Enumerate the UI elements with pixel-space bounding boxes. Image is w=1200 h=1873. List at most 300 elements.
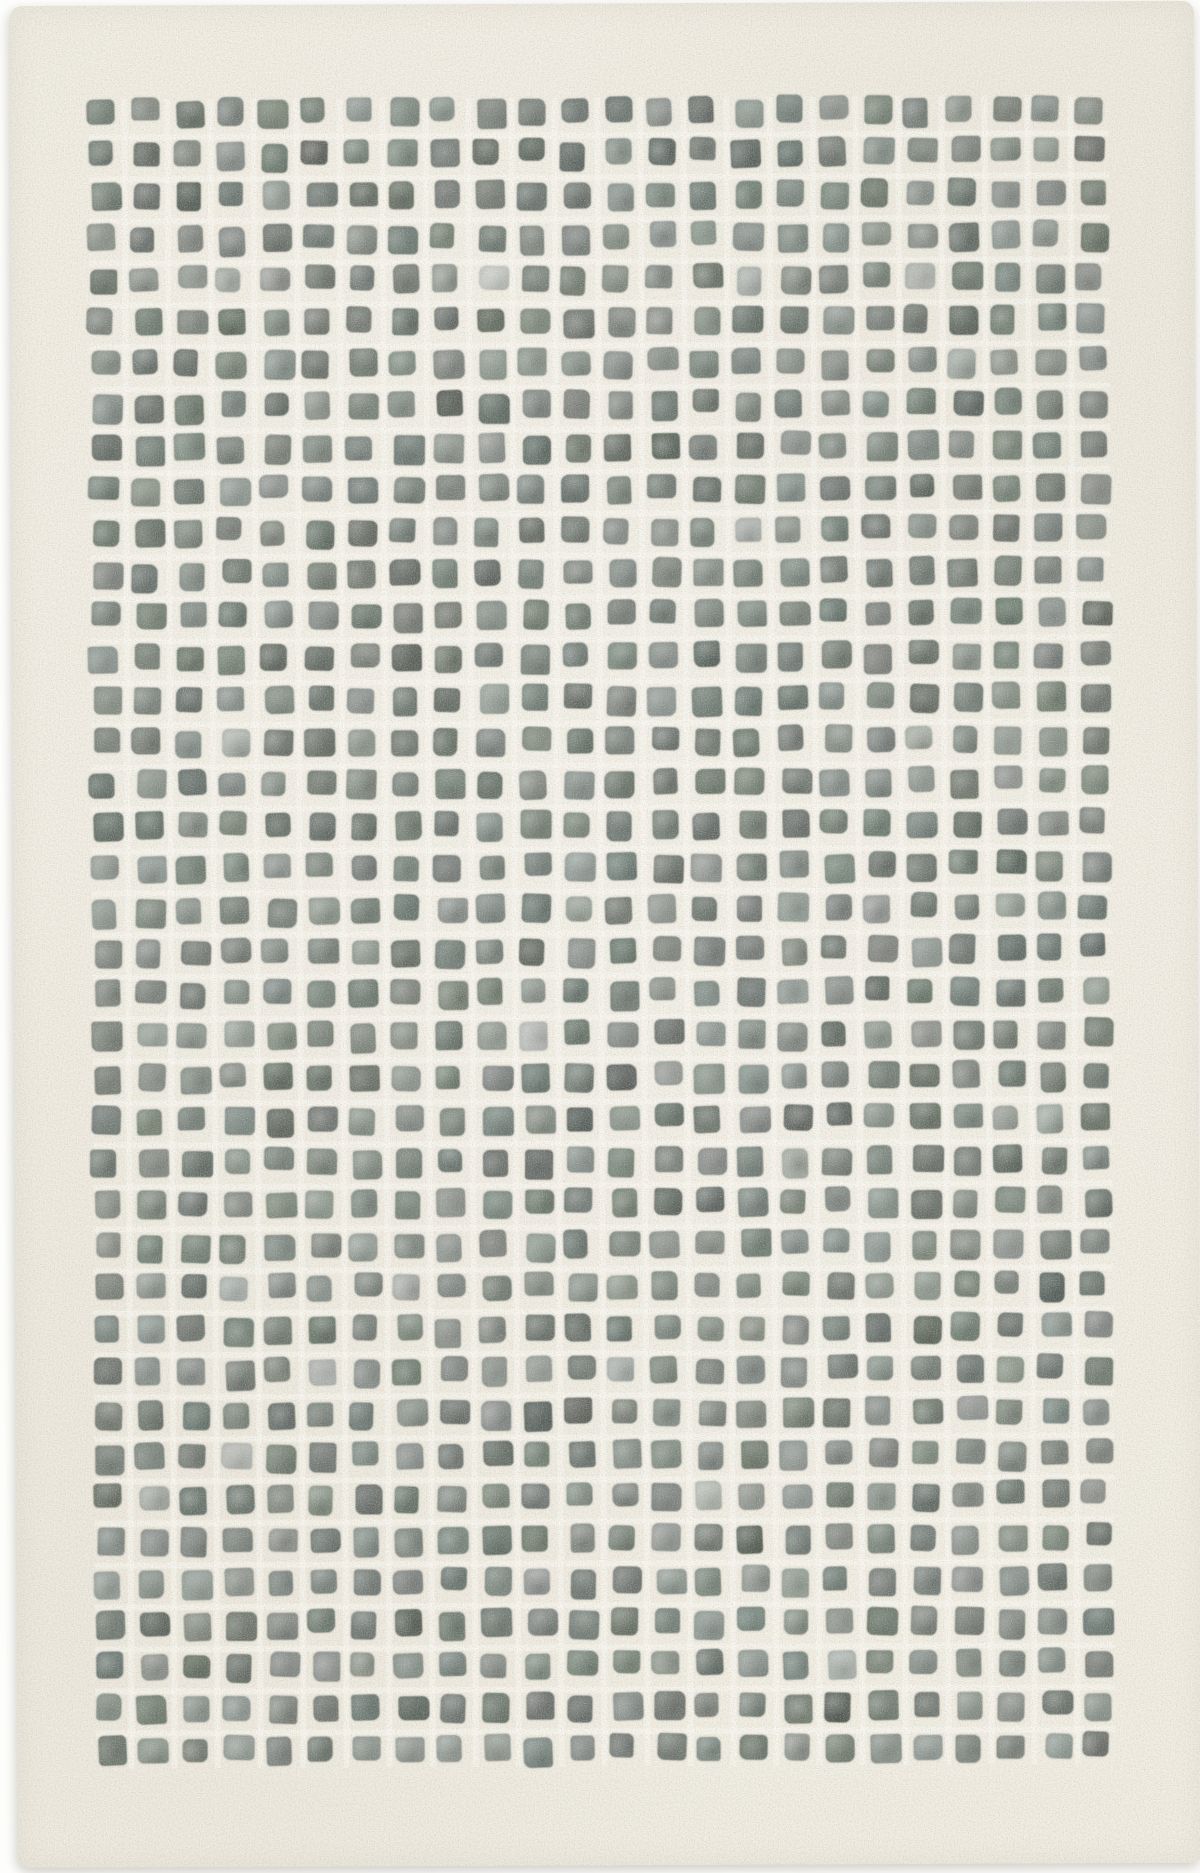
rug-pattern-square (910, 1606, 937, 1636)
rug-pattern-square (308, 562, 337, 589)
rug-pattern-square (351, 1611, 377, 1639)
rug-pattern-square (1032, 219, 1057, 246)
rug-pattern-square (1082, 1145, 1109, 1169)
rug-pattern-square (476, 600, 506, 630)
rug-pattern-square (912, 1398, 942, 1424)
rug-pattern-square (906, 388, 935, 414)
rug-pattern-square (827, 1354, 858, 1378)
rug-pattern-square (137, 1190, 166, 1219)
rug-pattern-square (260, 520, 285, 546)
rug-pattern-square (607, 685, 637, 716)
rug-pattern-square (821, 1021, 846, 1047)
rug-pattern-square (178, 1107, 205, 1131)
rug-pattern-square (952, 643, 981, 669)
rug-pattern-square (732, 305, 763, 333)
rug-pattern-square (395, 1609, 423, 1637)
rug-pattern-square (782, 768, 812, 793)
rug-pattern-square (914, 1735, 943, 1760)
rug-pattern-square (522, 726, 551, 751)
rug-pattern-square (819, 556, 847, 583)
rug-pattern-square (1081, 1103, 1110, 1130)
rug-pattern-square (521, 1525, 547, 1551)
rug-pattern-square (267, 1612, 298, 1639)
rug-pattern-square (784, 1695, 812, 1725)
rug-pattern-square (957, 1691, 982, 1720)
rug-pattern-square (433, 728, 458, 756)
rug-pattern-square (645, 183, 674, 207)
rug-pattern-square (566, 1107, 592, 1131)
rug-pattern-square (521, 1063, 550, 1093)
rug-pattern-square (219, 182, 243, 206)
rug-pattern-square (993, 1021, 1017, 1049)
rug-pattern-square (346, 225, 377, 254)
rug-pattern-square (993, 1229, 1023, 1259)
rug-pattern-square (518, 517, 544, 543)
rug-pattern-square (992, 181, 1020, 207)
rug-pattern-square (435, 1021, 462, 1051)
rug-pattern-square (999, 1566, 1029, 1596)
rug-pattern-square (1078, 895, 1108, 920)
rug-pattern-square (565, 1313, 592, 1342)
rug-pattern-square (914, 1692, 940, 1718)
rug-pattern-square (263, 979, 291, 1005)
rug-pattern-square (394, 1528, 423, 1558)
rug-pattern-square (522, 389, 550, 417)
rug-pattern-square (912, 1483, 940, 1512)
rug-pattern-square (218, 773, 245, 797)
rug (10, 1, 1200, 1868)
rug-pattern-square (781, 430, 812, 455)
rug-pattern-square (864, 644, 893, 674)
rug-pattern-square (867, 1524, 895, 1554)
rug-pattern-square (267, 1022, 297, 1051)
rug-pattern-square (261, 143, 287, 172)
rug-pattern-square (525, 1653, 551, 1680)
rug-pattern-square (1080, 933, 1106, 957)
rug-pattern-square (477, 771, 502, 799)
rug-pattern-square (819, 598, 846, 621)
rug-pattern-square (395, 1443, 423, 1470)
rug-pattern-square (951, 136, 980, 162)
rug-pattern-square (782, 1271, 810, 1296)
rug-pattern-square (651, 391, 677, 421)
rug-pattern-square (476, 729, 505, 757)
rug-pattern-square (1033, 644, 1062, 670)
rug-pattern-square (824, 854, 855, 884)
rug-pattern-square (777, 140, 803, 167)
rug-pattern-square (730, 139, 761, 168)
rug-pattern-square (396, 1149, 422, 1179)
rug-pattern-square (910, 891, 937, 917)
rug-pattern-square (782, 809, 809, 838)
rug-pattern-square (603, 224, 629, 250)
rug-pattern-square (907, 854, 937, 883)
rug-pattern-square (863, 262, 890, 287)
rug-pattern-square (1080, 223, 1109, 252)
rug-pattern-square (483, 1190, 512, 1218)
rug-pattern-square (609, 1231, 640, 1256)
rug-pattern-square (1085, 1357, 1114, 1385)
rug-pattern-square (860, 178, 887, 208)
rug-pattern-square (690, 518, 714, 547)
rug-pattern-square (1083, 1399, 1110, 1426)
rug-pattern-square (689, 435, 717, 461)
rug-pattern-square (868, 1437, 898, 1467)
rug-pattern-square (526, 1315, 555, 1341)
rug-pattern-square (735, 518, 762, 543)
rug-pattern-square (957, 1395, 988, 1420)
rug-pattern-square (220, 478, 251, 506)
rug-pattern-square (175, 731, 201, 758)
rug-pattern-square (780, 558, 810, 587)
rug-pattern-square (1084, 1693, 1111, 1721)
rug-pattern-square (868, 1189, 898, 1219)
rug-pattern-square (474, 559, 501, 586)
rug-pattern-square (263, 1062, 293, 1090)
rug-pattern-square (777, 474, 805, 503)
rug-pattern-square (1080, 391, 1108, 418)
rug-pattern-square (953, 811, 981, 838)
rug-pattern-square (826, 894, 852, 920)
rug-pattern-square (992, 1106, 1017, 1131)
rug-pattern-square (736, 1355, 765, 1383)
rug-pattern-square (222, 559, 251, 583)
rug-pattern-square (180, 983, 206, 1009)
rug-pattern-square (86, 99, 114, 125)
rug-pattern-square (349, 265, 374, 291)
rug-pattern-square (866, 559, 893, 588)
rug-pattern-square (563, 813, 589, 839)
rug-pattern-square (264, 309, 290, 336)
rug-pattern-square (95, 1446, 124, 1476)
rug-pattern-square (178, 1192, 208, 1217)
rug-pattern-square (180, 1527, 207, 1557)
rug-pattern-square (434, 307, 459, 331)
rug-pattern-square (1083, 727, 1109, 754)
rug-pattern-square (996, 1399, 1023, 1425)
rug-pattern-square (519, 770, 547, 800)
rug-pattern-square (736, 1401, 767, 1428)
rug-pattern-square (990, 137, 1021, 161)
rug-pattern-square (607, 476, 632, 505)
rug-pattern-square (570, 1735, 595, 1761)
rug-pattern-square (996, 1736, 1024, 1759)
rug-pattern-square (736, 643, 767, 672)
rug-pattern-square (950, 1230, 980, 1260)
rug-pattern-square (822, 1061, 849, 1087)
rug-pattern-square (1080, 1271, 1105, 1295)
rug-pattern-square (863, 137, 894, 165)
rug-pattern-square (914, 1567, 942, 1596)
rug-pattern-square (217, 686, 245, 711)
rug-pattern-square (905, 262, 936, 288)
rug-pattern-square (97, 1527, 124, 1556)
rug-pattern-square (736, 1146, 763, 1176)
rug-pattern-square (391, 1359, 420, 1386)
rug-pattern-square (694, 729, 720, 757)
rug-pattern-square (93, 1571, 120, 1600)
rug-pattern-square (950, 597, 981, 624)
rug-pattern-square (868, 1690, 899, 1721)
rug-pattern-square (1037, 1021, 1066, 1049)
rug-pattern-square (657, 1569, 688, 1595)
rug-pattern-square (1036, 474, 1066, 502)
rug-pattern-square (819, 476, 850, 500)
rug-pattern-square (177, 182, 201, 211)
rug-pattern-square (352, 940, 379, 964)
rug-pattern-square (96, 1233, 120, 1258)
rug-pattern-square (434, 517, 458, 545)
rug-pattern-square (175, 856, 206, 885)
rug-pattern-square (782, 1484, 813, 1509)
rug-pattern-square (648, 642, 678, 668)
rug-pattern-square (224, 853, 250, 883)
rug-pattern-square (308, 1107, 338, 1132)
rug-pattern-square (176, 1358, 204, 1386)
rug-pattern-square (479, 856, 504, 881)
rug-pattern-square (784, 1733, 810, 1760)
rug-pattern-square (1039, 303, 1067, 330)
rug-pattern-square (564, 684, 593, 710)
rug-pattern-square (994, 1271, 1018, 1295)
rug-pattern-square (648, 138, 675, 165)
rug-pattern-square (651, 1271, 677, 1300)
rug-pattern-square (526, 1233, 556, 1263)
rug-pattern-square (783, 1651, 809, 1680)
rug-pattern-square (311, 1234, 341, 1258)
rug-pattern-square (696, 1358, 724, 1383)
rug-pattern-square (131, 97, 159, 121)
rug-pattern-square (783, 1397, 814, 1427)
rug-pattern-square (139, 1570, 165, 1598)
rug-pattern-square (777, 94, 803, 122)
rug-pattern-square (779, 601, 810, 626)
rug-pattern-square (177, 310, 208, 334)
rug-pattern-square (137, 1315, 165, 1343)
rug-pattern-square (646, 307, 672, 334)
rug-pattern-square (388, 351, 416, 376)
rug-pattern-square (478, 1021, 508, 1049)
rug-pattern-square (131, 564, 157, 593)
rug-pattern-square (826, 1102, 852, 1126)
rug-pattern-square (564, 1398, 592, 1424)
rug-pattern-square (307, 1148, 337, 1175)
rug-pattern-square (88, 141, 113, 167)
rug-pattern-square (991, 220, 1020, 249)
rug-pattern-square (695, 768, 726, 793)
rug-pattern-square (566, 603, 592, 629)
rug-pattern-square (781, 1569, 808, 1598)
rug-pattern-square (566, 435, 591, 464)
rug-pattern-square (1032, 432, 1061, 459)
rug-pattern-square (1076, 514, 1106, 539)
rug-pattern-square (909, 640, 939, 664)
rug-pattern-square (824, 976, 853, 1005)
rug-pattern-square (567, 1695, 593, 1723)
rug-pattern-square (309, 1360, 337, 1387)
rug-pattern-square (93, 520, 120, 547)
rug-pattern-square (482, 1693, 510, 1723)
rug-pattern-square (134, 980, 166, 1004)
rug-pattern-square (606, 1316, 631, 1341)
rug-pattern-square (346, 97, 371, 121)
rug-pattern-square (564, 1019, 590, 1045)
rug-pattern-square (567, 728, 593, 754)
rug-pattern-square (304, 728, 335, 756)
rug-pattern-square (739, 1106, 770, 1133)
rug-pattern-square (991, 304, 1015, 334)
rug-pattern-square (736, 936, 764, 960)
rug-pattern-square (90, 1149, 116, 1177)
rug-pattern-square (226, 1484, 255, 1514)
rug-pattern-square (224, 1021, 254, 1047)
rug-pattern-square (313, 1696, 339, 1723)
rug-pattern-square (436, 1233, 462, 1262)
rug-pattern-square (778, 643, 803, 672)
rug-pattern-square (91, 1021, 122, 1051)
rug-pattern-square (92, 394, 123, 425)
rug-pattern-square (914, 1272, 940, 1300)
rug-pattern-square (308, 1486, 333, 1516)
rug-pattern-square (348, 1108, 375, 1135)
rug-pattern-square (738, 1650, 768, 1677)
rug-pattern-square (906, 180, 934, 205)
rug-pattern-square (955, 1734, 980, 1762)
rug-pattern-square (263, 1316, 292, 1344)
rug-pattern-square (183, 1655, 211, 1679)
rug-pattern-square (695, 1481, 722, 1511)
rug-pattern-square (822, 350, 849, 380)
rug-pattern-square (474, 518, 499, 548)
rug-pattern-square (779, 1189, 805, 1214)
rug-pattern-square (349, 348, 378, 377)
rug-pattern-square (691, 220, 717, 245)
rug-pattern-square (259, 475, 288, 499)
rug-pattern-square (570, 1523, 595, 1553)
rug-pattern-square (134, 1442, 165, 1470)
rug-pattern-square (181, 1234, 211, 1263)
rug-pattern-square (95, 1315, 120, 1342)
rug-pattern-square (741, 1441, 769, 1469)
rug-pattern-square (483, 1107, 514, 1136)
rug-pattern-square (609, 938, 636, 964)
rug-pattern-square (300, 97, 325, 122)
rug-pattern-square (477, 99, 506, 129)
rug-pattern-square (566, 897, 592, 922)
rug-pattern-square (94, 1357, 122, 1384)
rug-pattern-square (997, 808, 1027, 834)
rug-pattern-square (437, 898, 468, 924)
rug-pattern-square (1083, 852, 1112, 882)
rug-pattern-square (346, 306, 372, 332)
rug-pattern-square (390, 979, 420, 1005)
rug-pattern-square (864, 1232, 890, 1262)
rug-pattern-square (1081, 1229, 1110, 1253)
rug-pattern-square (955, 1438, 985, 1464)
rug-pattern-square (183, 1402, 211, 1430)
rug-pattern-square (567, 938, 594, 968)
rug-pattern-square (393, 687, 418, 716)
rug-pattern-square (141, 1654, 169, 1681)
rug-pattern-square (217, 646, 245, 676)
rug-pattern-square (653, 855, 684, 884)
rug-pattern-square (395, 1737, 424, 1762)
rug-pattern-square (219, 1062, 246, 1087)
rug-pattern-square (950, 1312, 980, 1342)
rug-pattern-square (182, 1274, 207, 1298)
rug-pattern-square (655, 1103, 684, 1127)
rug-pattern-square (910, 474, 935, 498)
rug-pattern-square (173, 141, 200, 167)
rug-pattern-square (264, 600, 293, 628)
rug-pattern-square (222, 729, 250, 757)
rug-pattern-square (824, 725, 852, 754)
rug-pattern-square (868, 851, 896, 878)
rug-pattern-square (95, 1273, 124, 1300)
rug-pattern-square (396, 1105, 424, 1131)
rug-pattern-square (350, 1023, 376, 1054)
rug-pattern-square (908, 347, 936, 372)
rug-pattern-square (176, 101, 205, 129)
rug-pattern-square (1031, 95, 1058, 122)
rug-pattern-square (737, 600, 767, 627)
rug-pattern-square (395, 1192, 421, 1221)
rug-pattern-square (348, 978, 379, 1007)
rug-pattern-square (436, 390, 463, 418)
rug-pattern-square (696, 1187, 725, 1213)
rug-pattern-square (1082, 1731, 1109, 1756)
rug-pattern-square (137, 1400, 163, 1431)
rug-pattern-square (688, 95, 714, 122)
rug-pattern-square (825, 1440, 853, 1464)
rug-pattern-square (954, 1147, 981, 1176)
rug-pattern-square (564, 771, 595, 800)
rug-pattern-square (569, 1441, 596, 1468)
rug-pattern-square (948, 222, 979, 252)
rug-pattern-square (694, 1610, 724, 1640)
rug-pattern-square (224, 980, 249, 1004)
rug-pattern-square (912, 1440, 938, 1463)
rug-pattern-square (348, 560, 376, 589)
rug-pattern-square (825, 1523, 852, 1550)
rug-pattern-square (307, 1403, 333, 1427)
rug-pattern-square (135, 1357, 160, 1386)
rug-pattern-square (647, 893, 676, 923)
rug-pattern-square (174, 394, 204, 425)
rug-pattern-square (696, 1648, 724, 1675)
rug-pattern-square (780, 266, 811, 295)
rug-pattern-square (1081, 180, 1106, 205)
rug-pattern-square (477, 978, 502, 1005)
rug-pattern-square (392, 308, 418, 335)
rug-pattern-square (524, 1568, 550, 1594)
rug-pattern-square (783, 1104, 813, 1131)
rug-pattern-square (523, 599, 549, 630)
rug-pattern-square (731, 347, 760, 374)
rug-pattern-square (524, 852, 552, 876)
rug-pattern-square (349, 182, 377, 206)
rug-pattern-square (955, 895, 980, 920)
rug-pattern-square (1038, 597, 1066, 627)
rug-pattern-square (992, 431, 1022, 460)
rug-pattern-square (263, 1147, 293, 1171)
rug-pattern-square (95, 979, 121, 1007)
rug-pattern-square (992, 681, 1021, 709)
rug-pattern-square (911, 1190, 942, 1219)
rug-pattern-square (952, 475, 981, 501)
rug-pattern-square (392, 644, 423, 671)
rug-pattern-square (777, 224, 807, 253)
